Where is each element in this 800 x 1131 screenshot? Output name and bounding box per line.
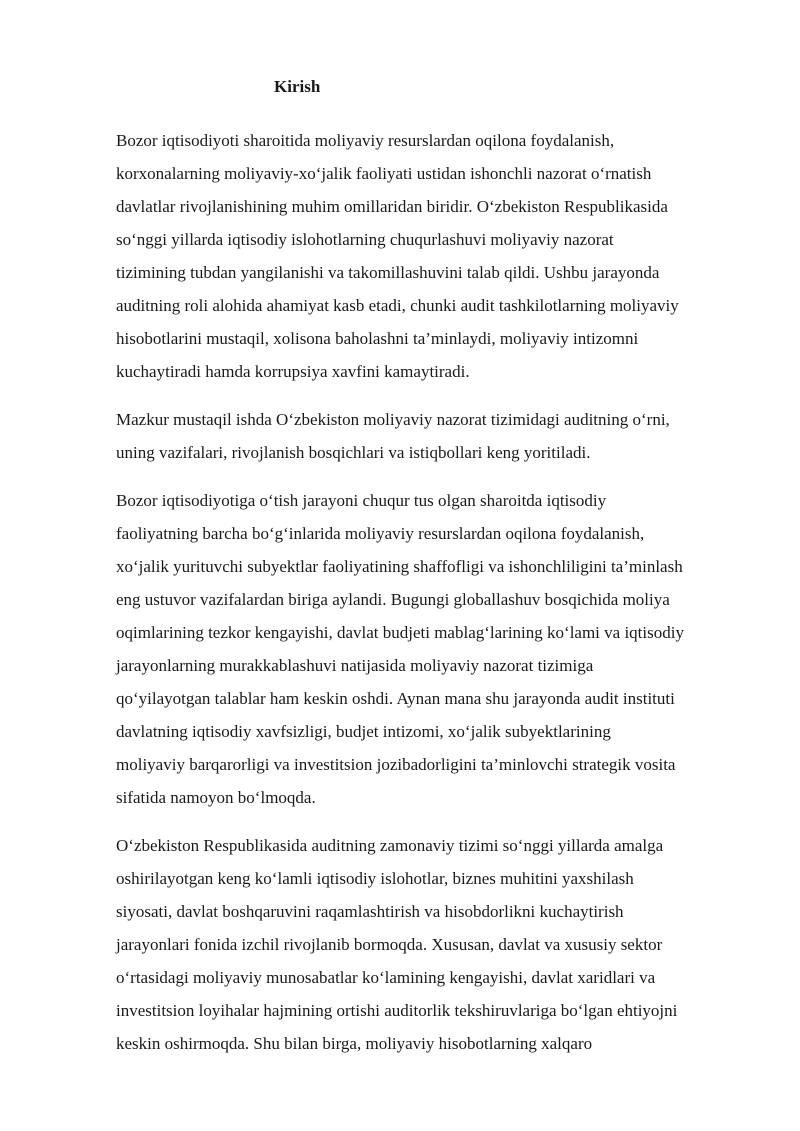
text-line: uning vazifalari, rivojlanish bosqichlari va istiqbollari keng yoritiladi. xyxy=(116,443,591,462)
text-line: xo‘jalik yurituvchi subyektlar faoliyatining shaffofligi va ishonchliligini ta’minlash xyxy=(116,557,683,576)
text-line: tizimining tubdan yangilanishi va takomillashuvini talab qildi. Ushbu jarayonda xyxy=(116,263,660,282)
text-line: faoliyatning barcha bo‘g‘inlarida moliyaviy resurslardan oqilona foydalanish, xyxy=(116,524,645,543)
text-line: moliyaviy barqarorligi va investitsion jozibadorligini ta’minlovchi strategik vosita xyxy=(116,755,676,774)
text-line: oqimlarining tezkor kengayishi, davlat budjeti mablag‘larining ko‘lami va iqtisodiy xyxy=(116,623,684,642)
text-line: so‘nggi yillarda iqtisodiy islohotlarning chuqurlashuvi moliyaviy nazorat xyxy=(116,230,614,249)
paragraph xyxy=(116,829,746,1060)
text-line: davlatning iqtisodiy xavfsizligi, budjet intizomi, xo‘jalik subyektlarining xyxy=(116,722,611,741)
text-line: korxonalarning moliyaviy-xo‘jalik faoliyati ustidan ishonchli nazorat o‘rnatish xyxy=(116,164,652,183)
text-line: sifatida namoyon bo‘lmoqda. xyxy=(116,788,316,807)
text-line: O‘zbekiston Respublikasida auditning zamonaviy tizimi so‘nggi yillarda amalga xyxy=(116,836,664,855)
text-line: keskin oshirmoqda. Shu bilan birga, moliyaviy hisobotlarning xalqaro xyxy=(116,1034,593,1053)
text-line: Mazkur mustaqil ishda O‘zbekiston moliyaviy nazorat tizimidagi auditning o‘rni, xyxy=(116,410,670,429)
text-line: jarayonlarning murakkablashuvi natijasida moliyaviy nazorat tizimiga xyxy=(116,656,594,675)
paragraph xyxy=(116,484,746,814)
text-line: hisobotlarini mustaqil, xolisona baholashni ta’minlaydi, moliyaviy intizomni xyxy=(116,329,639,348)
text-line: auditning roli alohida ahamiyat kasb etadi, chunki audit tashkilotlarning moliyaviy xyxy=(116,296,679,315)
text-line: siyosati, davlat boshqaruvini raqamlashtirish va hisobdorlikni kuchaytirish xyxy=(116,902,624,921)
paragraph xyxy=(116,403,746,469)
text-line: investitsion loyihalar hajmining ortishi auditorlik tekshiruvlariga bo‘lgan ehtiyojni xyxy=(116,1001,678,1020)
text-line: Bozor iqtisodiyotiga o‘tish jarayoni chuqur tus olgan sharoitda iqtisodiy xyxy=(116,491,607,510)
text-line: jarayonlari fonida izchil rivojlanib bormoqda. Xususan, davlat va xususiy sektor xyxy=(116,935,663,954)
text-line: oshirilayotgan keng ko‘lamli iqtisodiy islohotlar, biznes muhitini yaxshilash xyxy=(116,869,634,888)
page-heading: Kirish xyxy=(274,77,321,96)
text-line: eng ustuvor vazifalardan biriga aylandi. Bugungi globallashuv bosqichida moliya xyxy=(116,590,670,609)
text-line: kuchaytiradi hamda korrupsiya xavfini kamaytiradi. xyxy=(116,362,470,381)
text-line: qo‘yilayotgan talablar ham keskin oshdi. Aynan mana shu jarayonda audit instituti xyxy=(116,689,675,708)
text-line: o‘rtasidagi moliyaviy munosabatlar ko‘lamining kengayishi, davlat xaridlari va xyxy=(116,968,656,987)
text-line: davlatlar rivojlanishining muhim omillaridan biridir. O‘zbekiston Respublikasida xyxy=(116,197,668,216)
document-body xyxy=(116,124,746,1075)
text-line: Bozor iqtisodiyoti sharoitida moliyaviy resurslardan oqilona foydalanish, xyxy=(116,131,615,150)
paragraph xyxy=(116,124,746,388)
